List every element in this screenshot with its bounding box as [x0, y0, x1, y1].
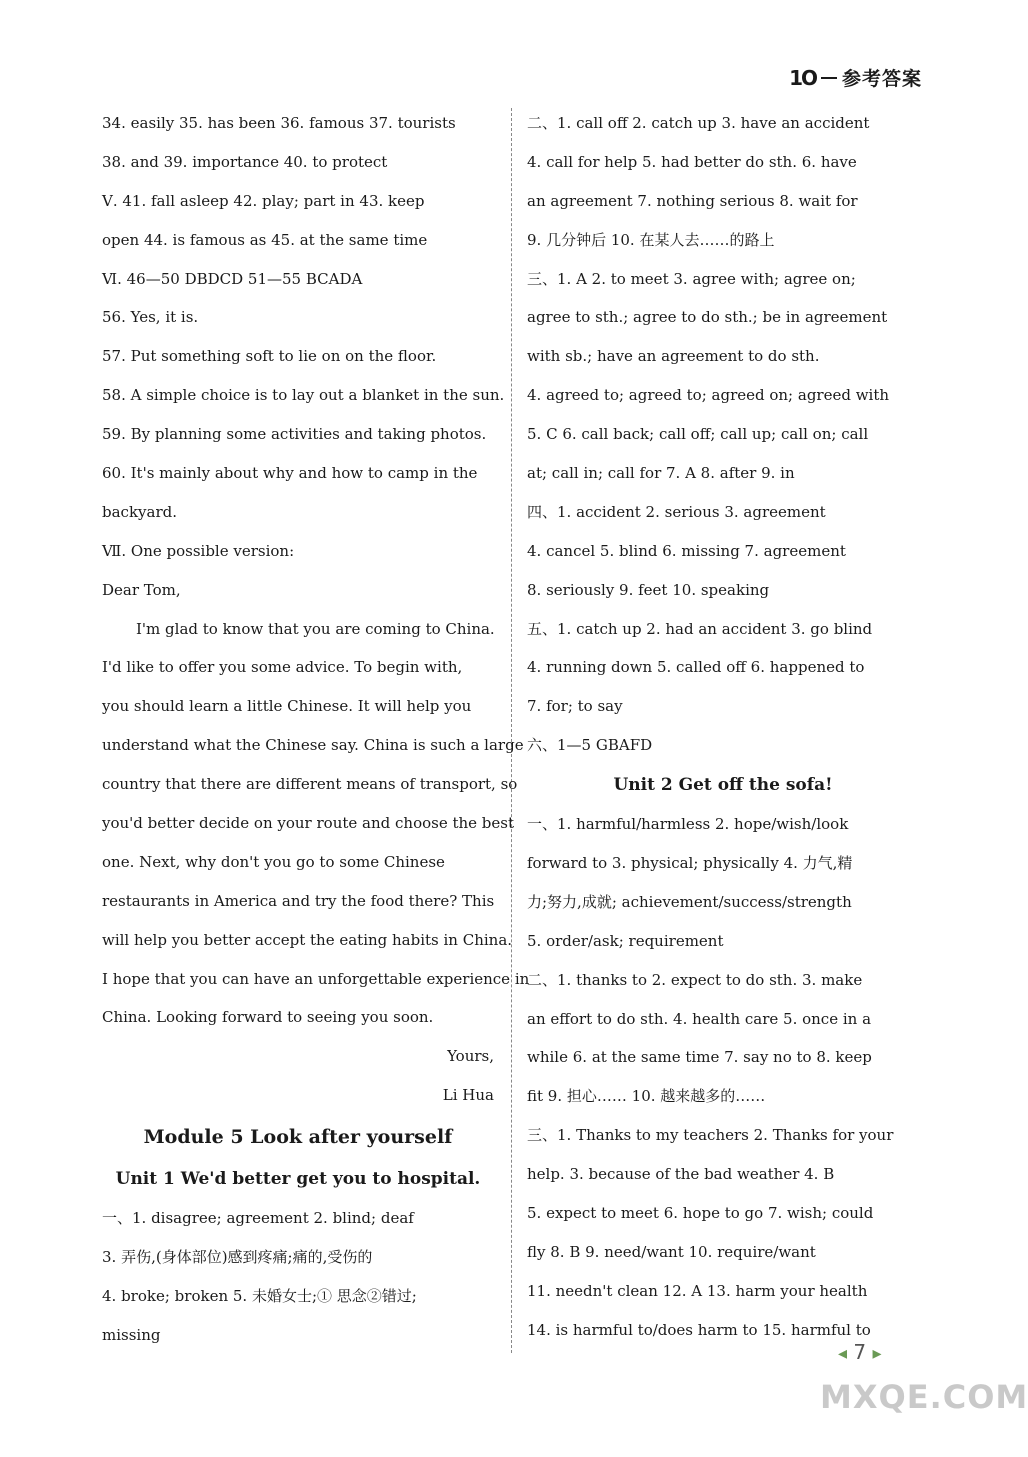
text-line: 二、1. call off 2. catch up 3. have an accident — [527, 114, 870, 132]
column-divider — [511, 108, 512, 1353]
unit1-title: Unit 1 We'd better get you to hospital. — [115, 1169, 481, 1190]
text-line: one. Next, why don't you go to some Chinese — [102, 852, 445, 871]
text-line: 58. A simple choice is to lay out a blanket in the sun. — [102, 386, 505, 405]
text-line: open 44. is famous as 45. at the same time — [102, 230, 428, 249]
text-line: 一、1. disagree; agreement 2. blind; deaf — [102, 1209, 414, 1228]
text-line: I hope that you can have an unforgettable experience in — [102, 969, 530, 988]
left-arrow-icon: ◂ — [838, 1343, 848, 1364]
text-line: 4. broke; broken 5. 未婚女士;① 思念②错过; — [102, 1286, 417, 1305]
text-line: 5. order/ask; requirement — [527, 931, 724, 950]
text-line: at; call in; call for 7. A 8. after 9. in — [527, 464, 795, 483]
text-line: China. Looking forward to seeing you soon. — [102, 1008, 434, 1027]
text-line: 一、1. harmful/harmless 2. hope/wish/look — [527, 815, 849, 834]
text-line: 14. is harmful to/does harm to 15. harmful to — [527, 1320, 871, 1339]
text-line: you'd better decide on your route and choose the best — [102, 814, 515, 833]
text-line: 8. seriously 9. feet 10. speaking — [527, 580, 770, 599]
text-line: will help you better accept the eating habits in China. — [102, 930, 513, 949]
text-line: you should learn a little Chinese. It will help you — [102, 697, 472, 716]
text-line: 三、1. Thanks to my teachers 2. Thanks for your — [527, 1126, 894, 1145]
text-line: 二、1. thanks to 2. expect to do sth. 3. make — [527, 970, 863, 989]
text-line: 57. Put something soft to lie on on the floor. — [102, 347, 437, 366]
text-line: I'd like to offer you some advice. To begin with, — [102, 658, 463, 677]
text-line: backyard. — [102, 502, 177, 521]
page-header — [789, 64, 922, 91]
text-line: 5. C 6. call back; call off; call up; call on; call — [527, 425, 869, 444]
text-line: an agreement 7. nothing serious 8. wait for — [527, 191, 858, 210]
text-line: 59. By planning some activities and taking photos. — [102, 425, 487, 444]
text-line: country that there are different means of transport, so — [102, 775, 518, 794]
text-line: 六、1—5 GBAFD — [527, 736, 653, 755]
page-footer — [838, 1340, 882, 1364]
text-line: an effort to do sth. 4. health care 5. once in a — [527, 1009, 872, 1028]
right-column — [527, 104, 919, 1350]
text-line: restaurants in America and try the food there? This — [102, 891, 495, 910]
text-line: fit 9. 担心…… 10. 越来越多的…… — [527, 1087, 766, 1106]
text-line: 56. Yes, it is. — [102, 308, 199, 327]
text-line: 34. easily 35. has been 36. famous 37. tourists — [102, 114, 456, 132]
right-arrow-icon: ▸ — [872, 1343, 882, 1364]
text-line: while 6. at the same time 7. say no to 8. keep — [527, 1048, 872, 1067]
module-title: Module 5 Look after yourself — [143, 1126, 453, 1149]
header-dash — [821, 77, 837, 79]
text-line: 4. agreed to; agreed to; agreed on; agreed with — [527, 386, 890, 405]
text-line: help. 3. because of the bad weather 4. B — [527, 1165, 835, 1184]
text-line: 四、1. accident 2. serious 3. agreement — [527, 502, 826, 521]
text-line: Li Hua — [442, 1086, 494, 1105]
text-line: 4. running down 5. called off 6. happened to — [527, 658, 865, 677]
text-line: Yours, — [447, 1047, 494, 1066]
text-line: 9. 几分钟后 10. 在某人去……的路上 — [527, 230, 775, 249]
text-line: 5. expect to meet 6. hope to go 7. wish; could — [527, 1204, 874, 1223]
header-title: 参考答案 — [841, 68, 922, 90]
text-line: Ⅴ. 41. fall asleep 42. play; part in 43. keep — [102, 191, 425, 210]
text-line: with sb.; have an agreement to do sth. — [527, 347, 820, 366]
text-line: understand what the Chinese say. China is such a large — [102, 736, 524, 755]
text-line: 4. cancel 5. blind 6. missing 7. agreement — [527, 541, 846, 560]
page-number: 7 — [853, 1340, 867, 1364]
text-line: 7. for; to say — [527, 697, 623, 716]
text-line: missing — [102, 1325, 161, 1344]
text-line: fly 8. B 9. need/want 10. require/want — [527, 1242, 816, 1261]
text-line: 力;努力,成就; achievement/success/strength — [527, 892, 852, 911]
text-line: 3. 弄伤,(身体部位)感到疼痛;痛的,受伤的 — [102, 1248, 373, 1267]
text-line: agree to sth.; agree to do sth.; be in agreement — [527, 308, 888, 327]
text-line: Dear Tom, — [102, 580, 181, 599]
book-logo: 1O — [789, 65, 816, 90]
text-line: Ⅶ. One possible version: — [102, 541, 295, 560]
text-line: 60. It's mainly about why and how to camp in the — [102, 464, 478, 483]
text-line: I'm glad to know that you are coming to China. — [136, 619, 495, 638]
watermark: MXQE.COM — [820, 1378, 1028, 1416]
text-line: 38. and 39. importance 40. to protect — [102, 152, 388, 171]
text-line: forward to 3. physical; physically 4. 力气,精 — [527, 854, 853, 873]
left-column — [102, 104, 530, 1355]
text-line: 三、1. A 2. to meet 3. agree with; agree on; — [527, 269, 856, 288]
unit2-title: Unit 2 Get off the sofa! — [613, 775, 833, 796]
text-line: Ⅵ. 46—50 DBDCD 51—55 BCADA — [102, 269, 363, 288]
text-line: 4. call for help 5. had better do sth. 6. have — [527, 152, 857, 171]
text-line: 五、1. catch up 2. had an accident 3. go blind — [527, 619, 873, 638]
text-line: 11. needn't clean 12. A 13. harm your health — [527, 1281, 868, 1300]
